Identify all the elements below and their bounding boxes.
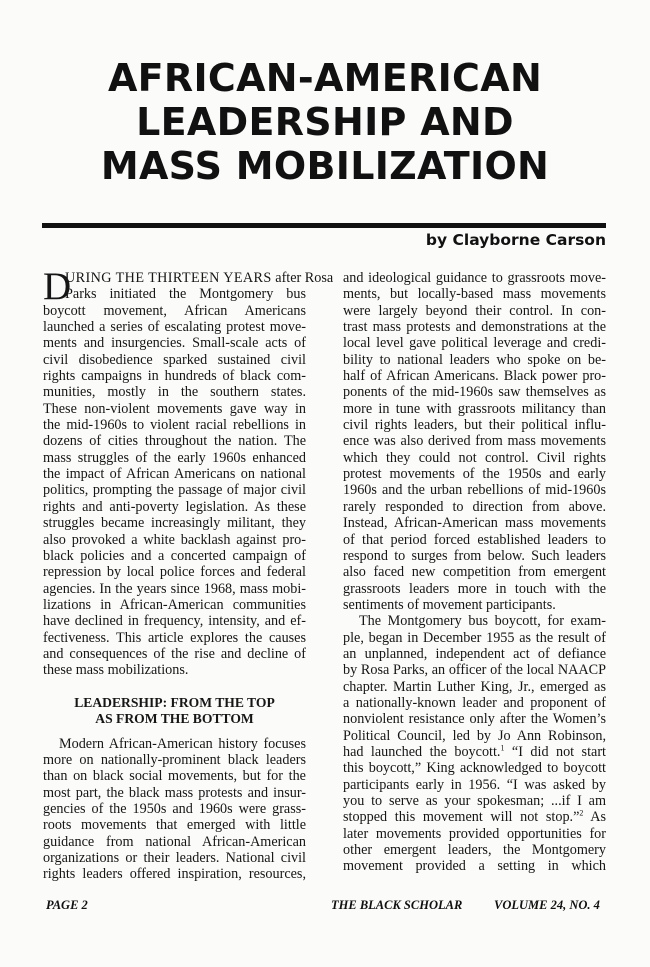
text-line: repression by local police forces and federal bbox=[43, 564, 306, 581]
text-line: a nationally-known leader and proponent of bbox=[343, 694, 606, 711]
footnote-marker[interactable]: 1 bbox=[500, 743, 505, 753]
text-fragment: had launched the boycott. bbox=[343, 743, 501, 760]
text-line: trast mass protests and demonstrations at the bbox=[343, 319, 606, 336]
text-line: have declined in frequency, intensity, and ef- bbox=[43, 613, 306, 630]
text-line: The Montgomery bus boycott, for exam- bbox=[359, 613, 606, 630]
text-line: civil disobedience sparked sustained civil bbox=[43, 351, 306, 368]
text-line: the mid-1960s to violent racial rebellions in bbox=[43, 417, 306, 434]
paragraph-gap bbox=[43, 728, 306, 736]
text-line: the impact of African Americans on national bbox=[43, 466, 306, 483]
text-line: this boycott,” King acknowledged to boycott bbox=[343, 760, 606, 777]
text-line: you to serve as your spokesman; ...if I am bbox=[343, 793, 606, 809]
text-line: dozens of cities throughout the nation. The bbox=[43, 433, 306, 450]
text-line: respond to surges from below. Such leaders bbox=[343, 547, 606, 564]
text-line: movement provided a setting in which bbox=[343, 858, 606, 875]
text-line: rights campaigns in hundreds of black com- bbox=[43, 368, 306, 385]
text-line: mass struggles of the early 1960s enhanced bbox=[43, 449, 306, 466]
text-line: more in tune with grassroots militancy than bbox=[343, 400, 606, 417]
text-line: munities, mostly in the southern states. bbox=[43, 384, 306, 401]
text-fragment: As bbox=[583, 809, 607, 826]
text-line: rarely responded to direction from above. bbox=[343, 498, 606, 515]
text-line: most part, the black mass protests and insur- bbox=[43, 784, 306, 801]
text-line: an unplanned, independent act of defiance bbox=[343, 645, 606, 662]
title-line: AFRICAN-AMERICAN bbox=[107, 56, 543, 100]
text-line: agencies. In the years since 1968, mass mobi- bbox=[43, 580, 306, 597]
text-line: ponents of the mid-1960s saw themselves as bbox=[343, 384, 606, 401]
text-line: these mass mobilizations. bbox=[43, 662, 189, 679]
page-number: PAGE 2 bbox=[46, 898, 88, 912]
text-line: ence was also derived from mass movements bbox=[343, 433, 606, 450]
journal-name: THE BLACK SCHOLAR bbox=[331, 898, 463, 912]
text-line: ments and insurgencies. Small-scale acts of bbox=[43, 335, 306, 352]
text-line: ple, began in December 1955 as the result of bbox=[343, 629, 606, 646]
text-line: struggles became increasingly militant, they bbox=[43, 515, 306, 532]
text-line: Modern African-American history focuses bbox=[59, 735, 306, 752]
text-line: also provoked a white backlash against pro- bbox=[43, 531, 306, 548]
title-line: LEADERSHIP AND bbox=[136, 100, 514, 144]
text-line: than on black social movements, but for the bbox=[43, 768, 306, 785]
byline: by Clayborne Carson bbox=[425, 231, 606, 249]
text-line: bility to national leaders who spoke on be- bbox=[343, 351, 606, 368]
text-line: roots movements that emerged with little bbox=[43, 817, 306, 834]
text-line: half of African Americans. Black power pro- bbox=[343, 368, 606, 385]
title-rule bbox=[42, 223, 606, 228]
text-line: later movements provided opportunities for bbox=[343, 825, 606, 842]
text-fragment: “I did not start bbox=[504, 743, 606, 760]
text-line: Political Council, led by Jo Ann Robinson, bbox=[343, 727, 606, 744]
text-line: and consequences of the rise and decline of bbox=[43, 645, 306, 662]
text-line: participants early in 1956. “I was asked by bbox=[343, 776, 606, 793]
text-line: rights and anti-poverty legislation. As these bbox=[43, 498, 306, 515]
text-line: grassroots leaders more in touch with the bbox=[343, 580, 606, 597]
text-line: civil rights leaders, but their political influ- bbox=[343, 417, 606, 434]
text-line: protest movements of the 1950s and early bbox=[343, 466, 606, 483]
left-column bbox=[43, 265, 334, 883]
text-line: by Rosa Parks, an officer of the local NAACP bbox=[343, 662, 606, 679]
text-line: These non-violent movements gave way in bbox=[43, 400, 306, 417]
text-fragment: after Rosa bbox=[271, 270, 334, 286]
section-heading: AS FROM THE BOTTOM bbox=[95, 711, 254, 727]
text-line bbox=[343, 744, 606, 760]
paragraph-gap bbox=[43, 679, 306, 695]
right-column bbox=[343, 270, 606, 875]
text-line: lizations in African-American communities bbox=[43, 596, 306, 613]
text-line: of that period forced established leaders to bbox=[343, 531, 606, 548]
text-line: 1960s and the urban rebellions of mid-1960s bbox=[343, 482, 606, 499]
text-line bbox=[343, 809, 606, 825]
article-title bbox=[0, 56, 650, 188]
text-line: organizations or their leaders. National civil bbox=[43, 850, 306, 867]
text-line: sentiments of movement participants. bbox=[343, 596, 556, 613]
drop-cap: D bbox=[43, 265, 72, 308]
text-line: Parks initiated the Montgomery bus bbox=[65, 286, 306, 303]
text-line: fectiveness. This article explores the causes bbox=[43, 629, 306, 646]
text-line: which they could not control. Civil rights bbox=[343, 449, 606, 466]
text-line bbox=[43, 270, 334, 286]
text-line: boycott movement, African Americans bbox=[43, 302, 306, 319]
text-line: more on nationally-prominent black leaders bbox=[43, 751, 306, 768]
volume-issue: VOLUME 24, NO. 4 bbox=[494, 898, 600, 912]
text-line: launched a series of escalating protest move- bbox=[43, 319, 306, 336]
opening-small-caps: URING THE THIRTEEN YEARS bbox=[65, 270, 272, 286]
text-line: and ideological guidance to grassroots move- bbox=[343, 270, 606, 286]
text-line: also faced new competition from emergent bbox=[343, 564, 606, 581]
text-line: local level gave political leverage and credi- bbox=[343, 335, 606, 352]
text-line: Instead, African-American mass movements bbox=[343, 515, 606, 532]
text-line: black policies and a concerted campaign of bbox=[43, 547, 306, 564]
text-line: politics, prompting the passage of major civil bbox=[43, 482, 306, 499]
footnote-marker[interactable]: 2 bbox=[579, 808, 584, 818]
text-line: ments, but locally-based mass movements bbox=[343, 286, 606, 303]
section-heading: LEADERSHIP: FROM THE TOP bbox=[74, 694, 275, 710]
text-fragment: stopped this movement will not stop.” bbox=[343, 809, 580, 826]
title-line: MASS MOBILIZATION bbox=[100, 144, 550, 188]
text-line: other emergent leaders, the Montgomery bbox=[343, 842, 606, 859]
text-line: nonviolent resistance only after the Women’s bbox=[343, 711, 606, 728]
text-line: chapter. Martin Luther King, Jr., emerged as bbox=[343, 678, 606, 695]
text-line: were largely beyond their control. In con- bbox=[343, 302, 606, 319]
text-line: gencies of the 1950s and 1960s were grass- bbox=[43, 801, 306, 817]
text-line: rights leaders offered inspiration, resources, bbox=[43, 866, 306, 883]
text-line: guidance from national African-American bbox=[43, 833, 306, 850]
